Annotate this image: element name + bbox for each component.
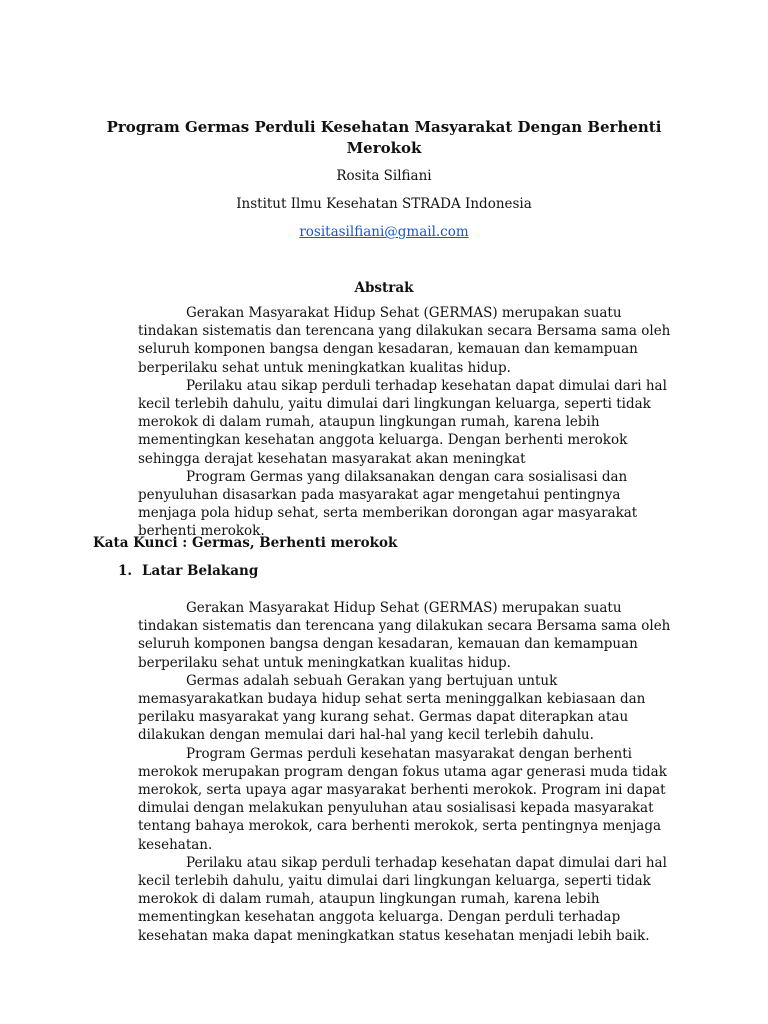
section-heading (118, 563, 258, 579)
section-number: 1. (118, 563, 133, 579)
section-paragraph: Germas adalah sebuah Gerakan yang bertujuan untuk memasyarakatkan budaya hidup sehat serta meninggalkan kebiasaan dan perilaku masyarakat yang kurang sehat. Germas dapat diterapkan atau dilakukan dengan memulai dari hal-hal yang kecil terlebih dahulu. (138, 672, 646, 744)
author-name: Rosita Silfiani (336, 168, 432, 184)
keywords-label: Kata Kunci : (93, 535, 188, 551)
author-email-link[interactable]: rositasilfiani@gmail.com (299, 224, 469, 240)
document-title: Program Germas Perduli Kesehatan Masyarakat Dengan Berhenti Merokok (106, 118, 662, 157)
section-paragraph: Perilaku atau sikap perduli terhadap kesehatan dapat dimulai dari hal kecil terlebih dahulu, yaitu dimulai dari lingkungan keluarga, seperti tidak merokok di dalam rumah, ataupun lingkungan rumah, karena lebih mementingkan kesehatan anggota keluarga. Dengan perduli terhadap kesehatan maka dapat meningkatkan status kesehatan menjadi lebih baik. (138, 854, 667, 944)
section-body (138, 599, 678, 945)
abstract-heading: Abstrak (354, 280, 414, 296)
abstract-paragraph: Program Germas yang dilaksanakan dengan cara sosialisasi dan penyuluhan disasarkan pada masyarakat agar mengetahui pentingnya menjaga pola hidup sehat, serta memberikan dorongan agar masyarakat berhenti merokok. (138, 468, 638, 540)
author-institution: Institut Ilmu Kesehatan STRADA Indonesia (236, 196, 532, 212)
abstract-paragraph: Perilaku atau sikap perduli terhadap kesehatan dapat dimulai dari hal kecil terlebih dahulu, yaitu dimulai dari lingkungan keluarga, seperti tidak merokok di dalam rumah, ataupun lingkungan rumah, karena lebih mementingkan kesehatan anggota keluarga. Dengan berhenti merokok sehingga derajat kesehatan masyarakat akan meningkat (138, 377, 667, 467)
abstract-body (138, 304, 678, 541)
keywords-line (93, 535, 397, 551)
abstract-paragraph: Gerakan Masyarakat Hidup Sehat (GERMAS) merupakan suatu tindakan sistematis dan terencana yang dilakukan secara Bersama sama oleh seluruh komponen bangsa dengan kesadaran, kemauan dan kemampuan berperilaku sehat untuk meningkatkan kualitas hidup. (138, 305, 671, 376)
section-title: Latar Belakang (142, 563, 259, 579)
keywords-value: Germas, Berhenti merokok (191, 535, 398, 551)
section-paragraph: Gerakan Masyarakat Hidup Sehat (GERMAS) merupakan suatu tindakan sistematis dan terencana yang dilakukan secara Bersama sama oleh seluruh komponen bangsa dengan kesadaran, kemauan dan kemampuan berperilaku sehat untuk meningkatkan kualitas hidup. (138, 600, 671, 671)
section-paragraph: Program Germas perduli kesehatan masyarakat dengan berhenti merokok merupakan program dengan fokus utama agar generasi muda tidak merokok, serta upaya agar masyarakat berhenti merokok. Program ini dapat dimulai dengan melakukan penyuluhan atau sosialisasi kepada masyarakat tentang bahaya merokok, cara berhenti merokok, serta pentingnya menjaga kesehatan. (138, 745, 667, 853)
